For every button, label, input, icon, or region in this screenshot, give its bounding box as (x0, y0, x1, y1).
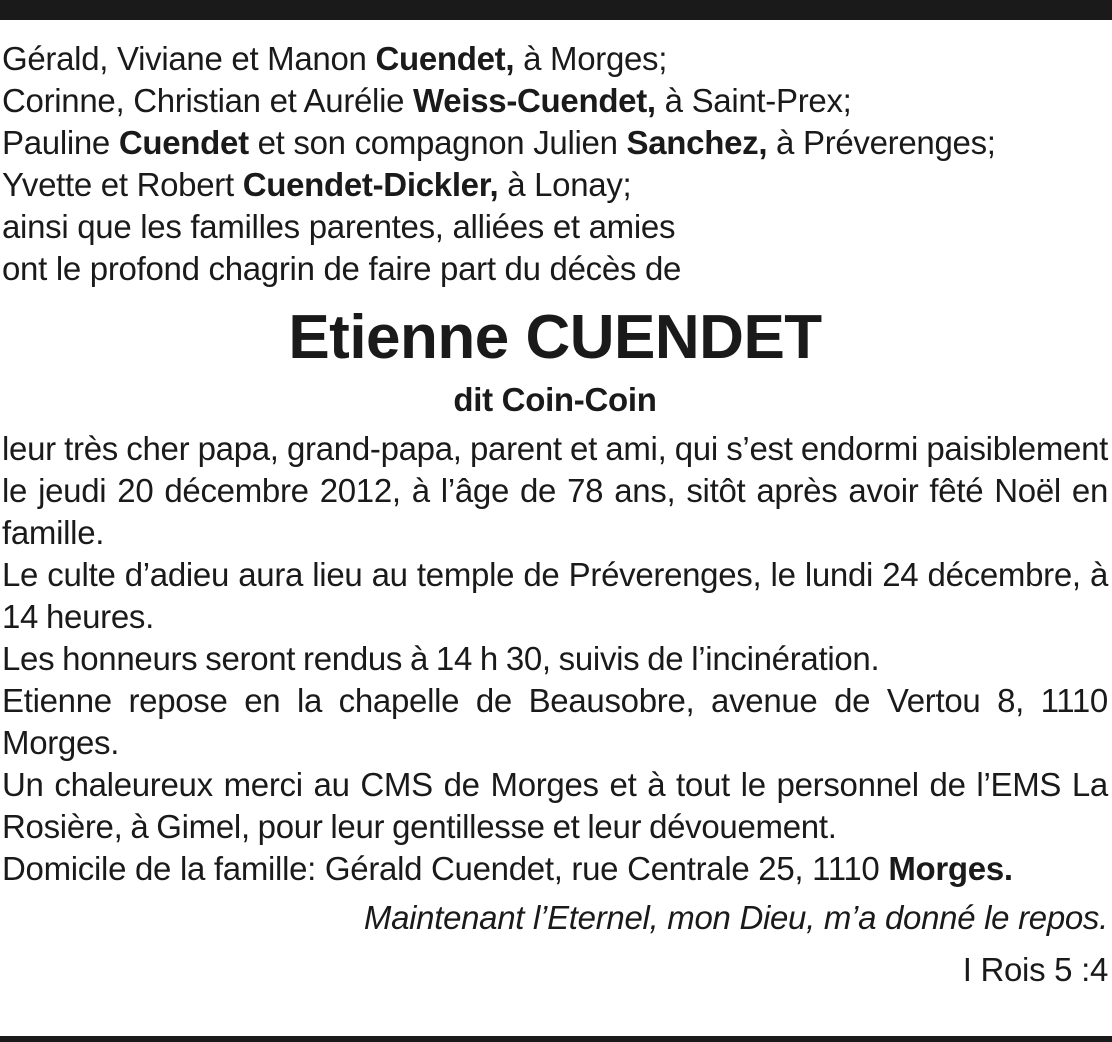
family-address (2, 848, 1108, 890)
deceased-block (2, 300, 1108, 424)
honours-paragraph: Les honneurs seront rendus à 14 h 30, suivis de l’incinération. (2, 640, 880, 677)
extended-family-line: ainsi que les familles parentes, alliées et amies (2, 208, 676, 245)
top-rule (0, 0, 1112, 20)
family-location: à Saint-Prex; (655, 82, 852, 119)
bible-verse: Maintenant l’Eternel, mon Dieu, m’a donné le repos. (363, 899, 1108, 936)
verse-reference: I Rois 5 :4 (962, 951, 1108, 988)
family-surname: Cuendet (118, 124, 249, 161)
family-line-text: Corinne, Christian et Aurélie (2, 82, 414, 119)
deceased-nickname: dit Coin-Coin (453, 381, 657, 418)
deceased-name: Etienne CUENDET (288, 303, 822, 372)
family-surname: Cuendet, (375, 40, 515, 77)
tribute-paragraph: leur très cher papa, grand-papa, parent et ami, qui s’est endormi paisiblement le jeudi 20 décembre 2012, à l’âge de 78 ans, sitôt après avoir fêté Noël en famille. (2, 430, 1108, 551)
bottom-rule (0, 1036, 1112, 1042)
announcement-line: ont le profond chagrin de faire part du décès de (2, 250, 682, 287)
resting-place-paragraph: Etienne repose en la chapelle de Beausobre, avenue de Vertou 8, 1110 Morges. (2, 682, 1108, 761)
family-surname: Sanchez, (626, 124, 768, 161)
notice-body (2, 428, 1108, 890)
address-town: Morges. (888, 850, 1013, 887)
family-location: à Préverenges; (767, 124, 996, 161)
obituary-notice (2, 38, 1108, 998)
family-line-4 (2, 164, 1108, 206)
family-location: à Morges; (514, 40, 668, 77)
family-surname: Weiss-Cuendet, (413, 82, 656, 119)
thanks-paragraph: Un chaleureux merci au CMS de Morges et à tout le personnel de l’EMS La Rosière, à Gimel, pour leur gentillesse et leur dévouement. (2, 766, 1108, 845)
family-line-2 (2, 80, 1108, 122)
family-line-text: Gérald, Viviane et Manon (2, 40, 376, 77)
family-line-text: Yvette et Robert (2, 166, 243, 203)
address-text: Domicile de la famille: Gérald Cuendet, rue Centrale 25, 1110 (2, 850, 889, 887)
service-paragraph: Le culte d’adieu aura lieu au temple de Préverenges, le lundi 24 décembre, à 14 heures. (2, 556, 1108, 635)
family-line-text: et son compagnon Julien (248, 124, 627, 161)
family-line-text: Pauline (2, 124, 119, 161)
family-line-3 (2, 122, 1108, 164)
family-location: à Lonay; (498, 166, 632, 203)
family-surname: Cuendet-Dickler, (242, 166, 499, 203)
family-line-1 (2, 38, 1108, 80)
